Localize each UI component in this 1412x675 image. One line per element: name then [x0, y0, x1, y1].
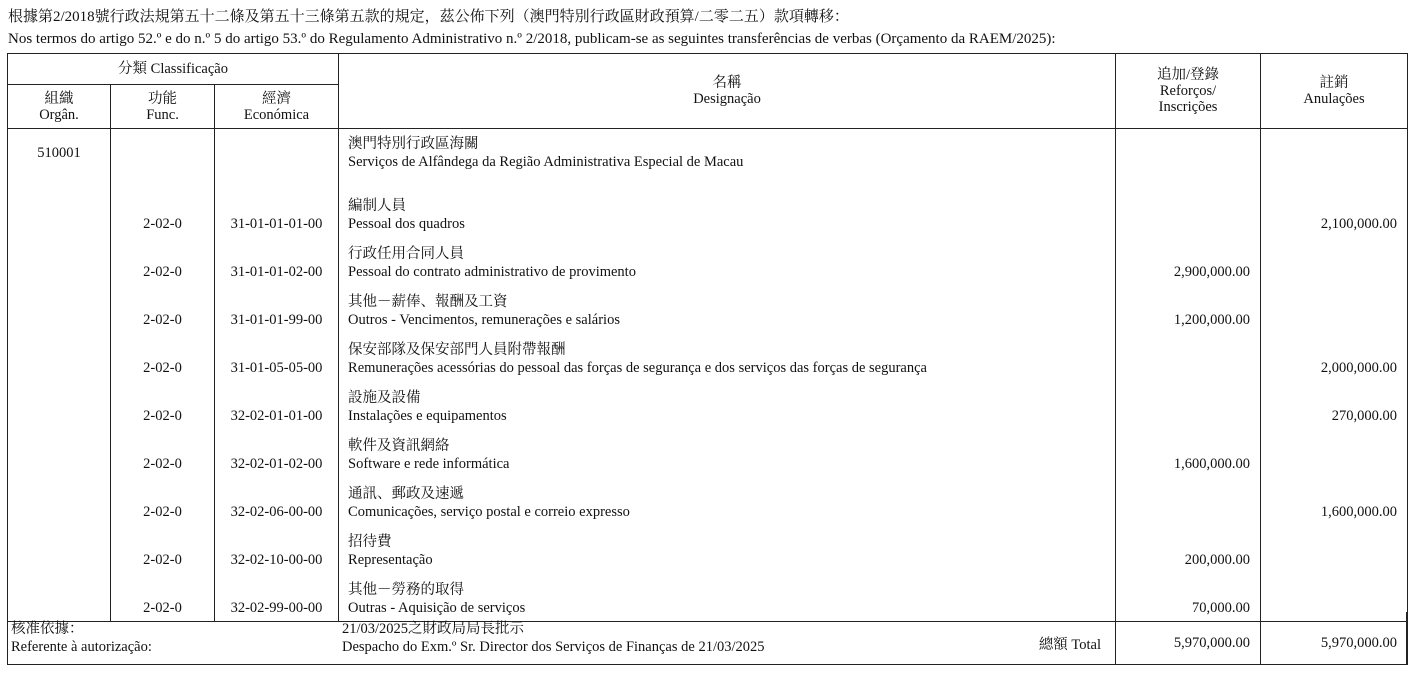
- annulment-amount: 270,000.00: [1261, 381, 1408, 429]
- annulment-amount: 2,000,000.00: [1261, 333, 1408, 381]
- table-row: [8, 525, 1408, 573]
- designation: [339, 429, 1116, 477]
- total-reinforcement: 5,970,000.00: [1116, 622, 1261, 665]
- designation-pt: Pessoal do contrato administrativo de provimento: [348, 264, 636, 280]
- economic-code: 32-02-10-00-00: [215, 525, 339, 573]
- authorization-value-zh: 21/03/2025之財政局局長批示: [342, 621, 525, 637]
- organ-cell: [8, 189, 111, 237]
- authorization-value-pt: Despacho do Exm.º Sr. Director dos Serviços de Finanças de 21/03/2025: [342, 639, 765, 655]
- designation-zh: 其他－薪俸、報酬及工資: [348, 294, 508, 310]
- table-row: [8, 429, 1408, 477]
- designation: [339, 285, 1116, 333]
- table-row: [8, 333, 1408, 381]
- designation-zh: 其他－勞務的取得: [348, 582, 465, 598]
- reinforcement-amount: 1,200,000.00: [1116, 285, 1261, 333]
- annulments-header-pt: Anulações: [1303, 91, 1365, 107]
- designation: [339, 477, 1116, 525]
- entity-func-cell: [111, 129, 215, 190]
- function-header-pt: Func.: [146, 106, 179, 123]
- designation-zh: 招待費: [348, 534, 392, 550]
- designation: [339, 333, 1116, 381]
- organ-cell: [8, 333, 111, 381]
- reinforcement-amount: [1116, 477, 1261, 525]
- table-row: [8, 477, 1408, 525]
- economic-header: [215, 85, 339, 129]
- economic-header-pt: Económica: [243, 106, 310, 123]
- reinforcement-amount: [1116, 189, 1261, 237]
- designation: [339, 381, 1116, 429]
- designation-zh: 通訊、郵政及速遞: [348, 486, 465, 502]
- organ-cell: [8, 237, 111, 285]
- authorization-footer: [7, 612, 1407, 665]
- authorization-label-zh: 核准依據：: [11, 621, 84, 637]
- organ-cell: [8, 525, 111, 573]
- annulments-header: [1261, 54, 1408, 129]
- reinforcement-amount: 70,000.00: [1116, 573, 1261, 622]
- organ-code: 510001: [8, 129, 111, 190]
- economic-code: 31-01-01-01-00: [215, 189, 339, 237]
- authorization-label: [11, 620, 152, 656]
- total-label: 總額 Total: [8, 622, 1116, 665]
- designation-pt: Pessoal dos quadros: [348, 216, 465, 232]
- function-code: 2-02-0: [111, 525, 215, 573]
- reinforcements-header: [1116, 54, 1261, 129]
- designation-pt: Comunicações, serviço postal e correio expresso: [348, 504, 630, 520]
- economic-header-zh: 經濟: [262, 90, 292, 107]
- annulments-header-zh: 註銷: [1319, 75, 1349, 91]
- designation-pt: Instalações e equipamentos: [348, 408, 507, 424]
- annulment-amount: 2,100,000.00: [1261, 189, 1408, 237]
- reinforcement-amount: [1116, 333, 1261, 381]
- organ-cell: [8, 381, 111, 429]
- economic-code: 31-01-05-05-00: [215, 333, 339, 381]
- organ-header: [8, 85, 111, 129]
- table-row: [8, 285, 1408, 333]
- organ-cell: [8, 429, 111, 477]
- economic-code: 32-02-01-01-00: [215, 381, 339, 429]
- table-row: [8, 381, 1408, 429]
- authorization-label-pt: Referente à autorização:: [11, 639, 152, 655]
- economic-code: 32-02-06-00-00: [215, 477, 339, 525]
- classification-header: 分類 Classificação: [8, 54, 339, 85]
- authorization-value: [342, 620, 765, 656]
- organ-cell: [8, 477, 111, 525]
- organ-header-pt: Orgân.: [39, 106, 79, 123]
- function-code: 2-02-0: [111, 477, 215, 525]
- annulment-amount: [1261, 429, 1408, 477]
- entity-row: [8, 129, 1408, 190]
- economic-code: 32-02-99-00-00: [215, 573, 339, 622]
- table-row: [8, 237, 1408, 285]
- entity-name-pt: Serviços de Alfândega da Região Administrativa Especial de Macau: [348, 154, 744, 170]
- reinforcements-header-zh: 追加/登錄: [1157, 67, 1220, 83]
- reinforcement-amount: [1116, 381, 1261, 429]
- reinforcements-header-pt1: Reforços/: [1159, 83, 1217, 99]
- designation-zh: 設施及設備: [348, 390, 421, 406]
- designation-zh: 行政任用合同人員: [348, 246, 465, 262]
- designation-pt: Outras - Aquisição de serviços: [348, 600, 526, 616]
- designation-pt: Outros - Vencimentos, remunerações e salários: [348, 312, 620, 328]
- table-row: [8, 189, 1408, 237]
- function-code: 2-02-0: [111, 237, 215, 285]
- designation-pt: Representação: [348, 552, 433, 568]
- reinforcement-amount: 2,900,000.00: [1116, 237, 1261, 285]
- designation-pt: Software e rede informática: [348, 456, 510, 472]
- function-code: 2-02-0: [111, 189, 215, 237]
- designation-zh: 保安部隊及保安部門人員附帶報酬: [348, 342, 566, 358]
- function-code: 2-02-0: [111, 285, 215, 333]
- total-annulment: 5,970,000.00: [1261, 622, 1408, 665]
- organ-header-zh: 組織: [44, 90, 74, 107]
- annulment-amount: [1261, 237, 1408, 285]
- reinforcement-amount: 200,000.00: [1116, 525, 1261, 573]
- designation-header-pt: Designação: [693, 91, 761, 107]
- reinforcements-header-pt2: Inscrições: [1158, 99, 1218, 115]
- transfer-table: [7, 53, 1408, 665]
- function-code: 2-02-0: [111, 333, 215, 381]
- function-code: 2-02-0: [111, 573, 215, 622]
- function-code: 2-02-0: [111, 429, 215, 477]
- economic-code: 32-02-01-02-00: [215, 429, 339, 477]
- annulment-amount: [1261, 525, 1408, 573]
- designation-zh: 軟件及資訊網絡: [348, 438, 450, 454]
- designation-zh: 編制人員: [348, 198, 407, 214]
- intro-portuguese: Nos termos do artigo 52.º e do n.º 5 do artigo 53.º do Regulamento Administrativo n.º 2/2018, publicam-se as seguintes transferências de verbas (Orçamento da RAEM/2025):: [8, 31, 1056, 47]
- designation: [339, 189, 1116, 237]
- economic-code: 31-01-01-99-00: [215, 285, 339, 333]
- entity-annul-cell: [1261, 129, 1408, 190]
- organ-cell: [8, 285, 111, 333]
- entity-reinforce-cell: [1116, 129, 1261, 190]
- function-code: 2-02-0: [111, 381, 215, 429]
- annulment-amount: 1,600,000.00: [1261, 477, 1408, 525]
- designation: [339, 525, 1116, 573]
- economic-code: 31-01-01-02-00: [215, 237, 339, 285]
- reinforcement-amount: 1,600,000.00: [1116, 429, 1261, 477]
- function-header-zh: 功能: [148, 90, 177, 107]
- designation-pt: Remunerações acessórias do pessoal das forças de segurança e dos serviços das forças de segurança: [348, 360, 927, 376]
- function-header: [111, 85, 215, 129]
- entity-econ-cell: [215, 129, 339, 190]
- annulment-amount: [1261, 285, 1408, 333]
- intro-chinese: 根據第2/2018號行政法規第五十二條及第五十三條第五款的規定，茲公佈下列（澳門特別行政區財政預算/二零二五）款項轉移：: [8, 9, 849, 25]
- entity-name-zh: 澳門特別行政區海關: [348, 136, 479, 152]
- designation-header-zh: 名稱: [712, 75, 742, 91]
- entity-name: [339, 129, 1116, 190]
- designation-header: [339, 54, 1116, 129]
- designation: [339, 237, 1116, 285]
